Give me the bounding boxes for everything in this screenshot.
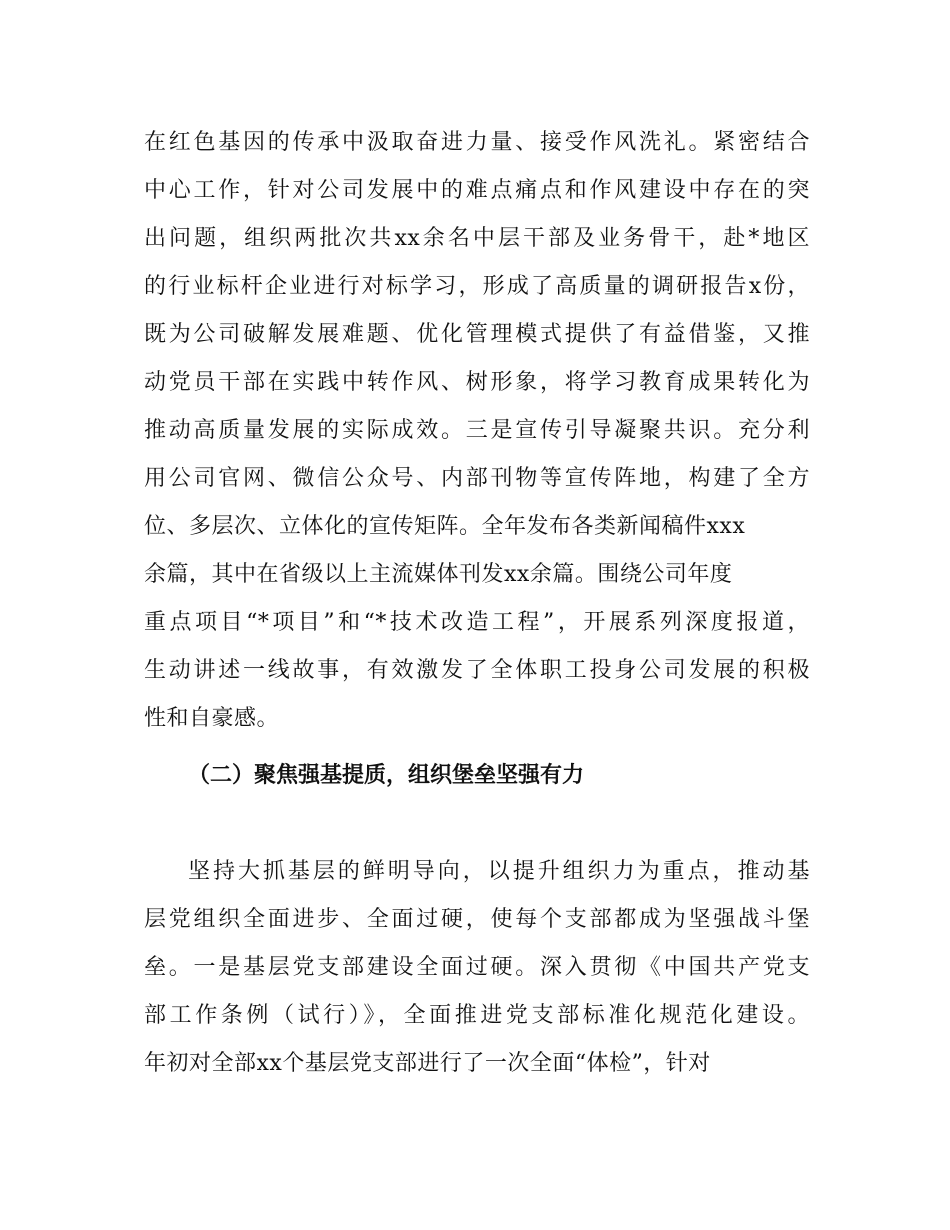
text-line: 年初对全部xx个基层党支部进行了一次全面“体检”，针对 (144, 1051, 711, 1076)
text-line: 垒。一是基层党支部建设全面过硬。深入贯彻《中国共产党支 (144, 955, 810, 980)
text-line: 在红色基因的传承中汲取奋进力量、接受作风洗礼。紧密结合 (144, 130, 810, 155)
text-line: 的行业标杆企业进行对标学习，形成了高质量的调研报告x份， (144, 274, 810, 299)
paragraph-2 (144, 848, 810, 1088)
paragraph-1 (144, 119, 810, 743)
text-line: 部工作条例（试行）》，全面推进党支部标准化规范化建设。 (144, 1003, 810, 1028)
text-line: 动党员干部在实践中转作风、树形象，将学习教育成果转化为 (144, 370, 810, 395)
text-line: 余篇，其中在省级以上主流媒体刊发xx余篇。围绕公司年度 (144, 562, 733, 587)
text-line: 位、多层次、立体化的宣传矩阵。全年发布各类新闻稿件xxx (144, 514, 746, 539)
text-line: 中心工作，针对公司发展中的难点痛点和作风建设中存在的突 (144, 178, 810, 203)
text-line: 重点项目“*项目”和“*技术改造工程”，开展系列深度报道， (144, 610, 810, 635)
text-line: 推动高质量发展的实际成效。三是宣传引导凝聚共识。充分利 (144, 418, 810, 443)
section-heading: （二）聚焦强基提质，组织堡垒坚强有力 (188, 762, 585, 788)
section-heading-block (144, 751, 810, 799)
text-line: 层党组织全面进步、全面过硬，使每个支部都成为坚强战斗堡 (144, 907, 810, 932)
text-line: 出问题，组织两批次共xx余名中层干部及业务骨干，赴*地区 (144, 226, 810, 251)
text-line: 性和自豪感。 (144, 706, 280, 731)
text-line: 用公司官网、微信公众号、内部刊物等宣传阵地，构建了全方 (144, 466, 810, 491)
text-line: 坚持大抓基层的鲜明导向，以提升组织力为重点，推动基 (188, 859, 810, 884)
text-line: 生动讲述一线故事，有效激发了全体职工投身公司发展的积极 (144, 658, 810, 683)
text-line: 既为公司破解发展难题、优化管理模式提供了有益借鉴，又推 (144, 322, 810, 347)
